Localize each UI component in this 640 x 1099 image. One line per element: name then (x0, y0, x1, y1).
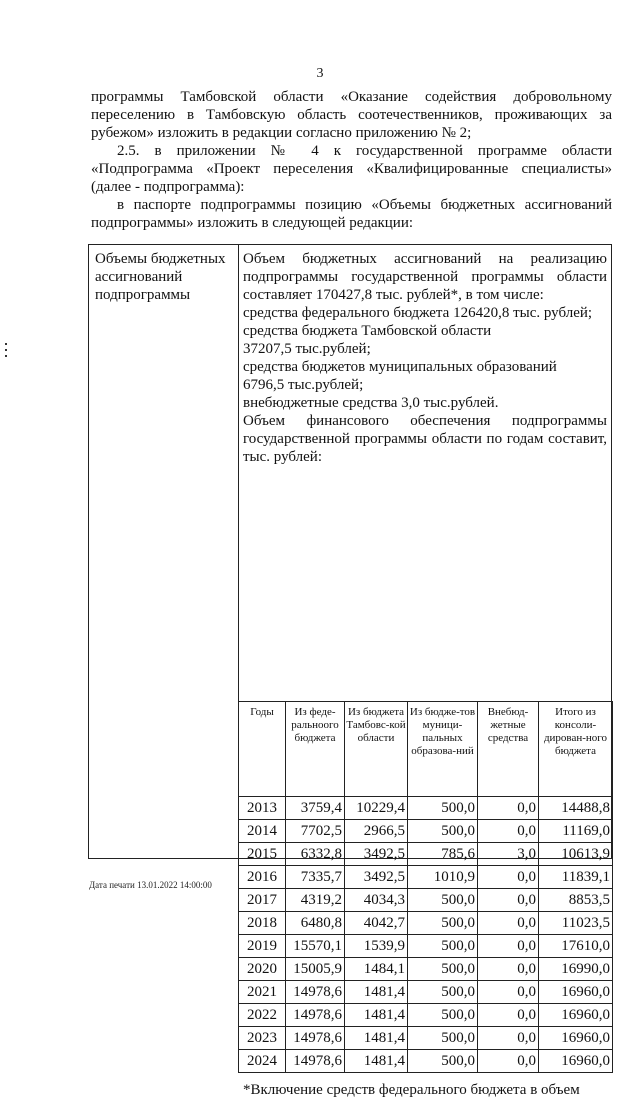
table-cell: 11169,0 (539, 820, 613, 843)
right-cell-line: средства бюджета Тамбовской области (243, 323, 492, 339)
table-cell: 0,0 (478, 1050, 539, 1073)
table-cell: 0,0 (478, 889, 539, 912)
right-cell-line: государственной программы области по годам составит, (243, 431, 607, 447)
table-row (239, 889, 613, 912)
table-cell: 2024 (239, 1050, 286, 1073)
table-cell: 785,6 (408, 843, 478, 866)
right-cell-line: составляет 170427,8 тыс. рублей*, в том числе: (243, 287, 544, 303)
table-cell: 16960,0 (539, 981, 613, 1004)
left-cell-line: Объемы бюджетных (95, 251, 226, 267)
left-cell-line: ассигнований (95, 269, 183, 285)
intro-line: переселению в Тамбовскую область соотечественников, проживающих за (91, 107, 612, 123)
intro-line: в паспорте подпрограммы позицию «Объемы бюджетных ассигнований (117, 197, 612, 213)
table-row (239, 1050, 613, 1073)
right-cell-line: Объем бюджетных ассигнований на реализацию (243, 251, 607, 267)
table-cell: 16960,0 (539, 1050, 613, 1073)
table-cell: 2018 (239, 912, 286, 935)
table-cell: 2021 (239, 981, 286, 1004)
table-cell: 16960,0 (539, 1027, 613, 1050)
table-row (239, 820, 613, 843)
table-cell: 0,0 (478, 866, 539, 889)
table-cell: 1481,4 (345, 981, 408, 1004)
table-row (239, 1004, 613, 1027)
passport-right-cell (243, 250, 607, 466)
table-cell: 11023,5 (539, 912, 613, 935)
right-cell-line: внебюджетные средства 3,0 тыс.рублей. (243, 395, 499, 411)
table-cell: 11839,1 (539, 866, 613, 889)
table-cell: 8853,5 (539, 889, 613, 912)
table-cell: 500,0 (408, 958, 478, 981)
table-cell: 0,0 (478, 1027, 539, 1050)
table-cell: 500,0 (408, 1050, 478, 1073)
header-federal: Из феде-ральноого бюджета (286, 702, 345, 797)
passport-left-cell (95, 250, 235, 304)
table-cell: 500,0 (408, 935, 478, 958)
table-row (239, 797, 613, 820)
table-row (239, 866, 613, 889)
table-cell: 14488,8 (539, 797, 613, 820)
table-cell: 15570,1 (286, 935, 345, 958)
table-cell: 2013 (239, 797, 286, 820)
table-cell: 10613,9 (539, 843, 613, 866)
table-cell: 14978,6 (286, 981, 345, 1004)
table-cell: 3492,5 (345, 866, 408, 889)
table-cell: 500,0 (408, 1027, 478, 1050)
table-cell: 500,0 (408, 820, 478, 843)
table-cell: 6480,8 (286, 912, 345, 935)
table-cell: 4034,3 (345, 889, 408, 912)
table-cell: 10229,4 (345, 797, 408, 820)
table-cell: 17610,0 (539, 935, 613, 958)
table-cell: 0,0 (478, 981, 539, 1004)
table-cell: 14978,6 (286, 1027, 345, 1050)
table-cell: 6332,8 (286, 843, 345, 866)
table-cell: 500,0 (408, 912, 478, 935)
table-cell: 3,0 (478, 843, 539, 866)
page-number: 3 (316, 66, 324, 81)
table-row (239, 912, 613, 935)
table-cell: 2014 (239, 820, 286, 843)
table-row (239, 843, 613, 866)
header-years: Годы (239, 702, 286, 797)
header-total: Итого из консоли-дирован-ного бюджета (539, 702, 613, 797)
table-cell: 14978,6 (286, 1004, 345, 1027)
table-cell: 1539,9 (345, 935, 408, 958)
table-cell: 0,0 (478, 1004, 539, 1027)
left-cell-line: подпрограммы (95, 287, 191, 303)
table-cell: 14978,6 (286, 1050, 345, 1073)
table-cell: 0,0 (478, 820, 539, 843)
table-cell: 16960,0 (539, 1004, 613, 1027)
table-cell: 15005,9 (286, 958, 345, 981)
right-cell-line: тыс. рублей: (243, 449, 322, 465)
intro-text (91, 88, 612, 232)
table-cell: 2023 (239, 1027, 286, 1050)
intro-line: (далее - подпрограмма): (91, 179, 245, 195)
table-cell: 500,0 (408, 981, 478, 1004)
table-cell: 1484,1 (345, 958, 408, 981)
table-cell: 3492,5 (345, 843, 408, 866)
right-cell-line: средства федерального бюджета 126420,8 тыс. рублей; (243, 305, 593, 321)
margin-mark (4, 343, 8, 367)
right-cell-line: подпрограммы государственной программы области (243, 269, 607, 285)
table-cell: 2966,5 (345, 820, 408, 843)
intro-line: 2.5. в приложении № 4 к государственной программе области (117, 143, 612, 159)
table-cell: 2019 (239, 935, 286, 958)
print-date: Дата печати 13.01.2022 14:00:00 (89, 880, 212, 890)
header-regional: Из бюджета Тамбовс-кой области (345, 702, 408, 797)
footnote: *Включение средств федерального бюджета в объем (243, 1082, 580, 1098)
table-row (239, 1027, 613, 1050)
table-cell: 2016 (239, 866, 286, 889)
table-cell: 500,0 (408, 797, 478, 820)
intro-line: подпрограммы» изложить в следующей редакции: (91, 215, 414, 231)
table-cell: 4042,7 (345, 912, 408, 935)
table-cell: 1481,4 (345, 1027, 408, 1050)
table-cell: 2017 (239, 889, 286, 912)
right-cell-line: 6796,5 тыс.рублей; (243, 377, 364, 393)
table-cell: 500,0 (408, 1004, 478, 1027)
table-cell: 0,0 (478, 958, 539, 981)
intro-line: программы Тамбовской области «Оказание содействия добровольному (91, 89, 612, 105)
table-cell: 3759,4 (286, 797, 345, 820)
header-extrabudget: Внебюд-жетные средства (478, 702, 539, 797)
table-cell: 4319,2 (286, 889, 345, 912)
table-cell: 1481,4 (345, 1050, 408, 1073)
table-cell: 0,0 (478, 935, 539, 958)
right-cell-line: Объем финансового обеспечения подпрограммы (243, 413, 607, 429)
table-cell: 1010,9 (408, 866, 478, 889)
right-cell-line: 37207,5 тыс.рублей; (243, 341, 371, 357)
table-row (239, 958, 613, 981)
table-row (239, 981, 613, 1004)
table-cell: 0,0 (478, 912, 539, 935)
table-cell: 0,0 (478, 797, 539, 820)
intro-line: рубежом» изложить в редакции согласно приложению № 2; (91, 125, 472, 141)
years-budget-table (238, 701, 613, 1073)
table-cell: 7702,5 (286, 820, 345, 843)
table-cell: 500,0 (408, 889, 478, 912)
table-cell: 2020 (239, 958, 286, 981)
table-row (239, 935, 613, 958)
table-cell: 1481,4 (345, 1004, 408, 1027)
table-cell: 7335,7 (286, 866, 345, 889)
table-cell: 2015 (239, 843, 286, 866)
right-cell-line: средства бюджетов муниципальных образований (243, 359, 557, 375)
table-cell: 2022 (239, 1004, 286, 1027)
header-municipal: Из бюдже-тов муници-пальных образова-ний (408, 702, 478, 797)
intro-line: «Подпрограмма «Проект переселения «Квалифицированные специалисты» (91, 161, 612, 177)
table-cell: 16990,0 (539, 958, 613, 981)
